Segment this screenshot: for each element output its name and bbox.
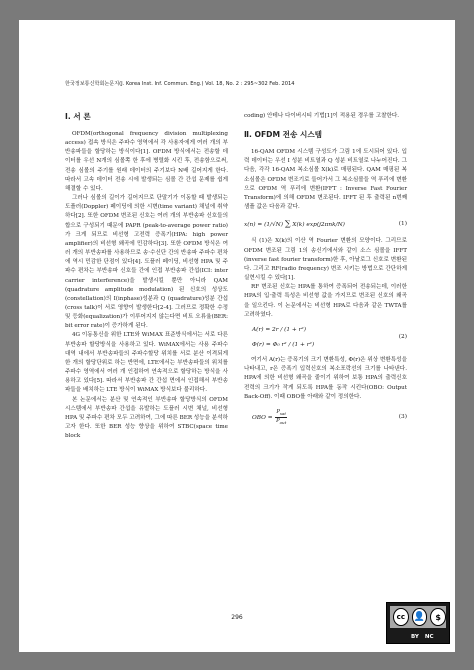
sum-symbol: ∑ — [284, 219, 291, 229]
section-title-ofdm: Ⅱ. OFDM 전송 시스템 — [244, 130, 322, 140]
equation-number: (1) — [398, 221, 407, 228]
cc-icon: cc — [393, 608, 409, 626]
equation-1-rhs: X(k) exp(j2πnk/N) — [292, 222, 345, 229]
section-title-introduction: Ⅰ. 서 론 — [65, 112, 91, 121]
paragraph: 본 논문에서는 분산 및 연속적인 부반송파 할당방식의 OFDM 시스템에서 부반송파 간섭을 유발하는 도플러 시변 채널, 비선형 HPA 및 주파수 편차 모두 고려하여, 그에 따른 BER 성능을 분석하고자 한다. 또한 BER 성능 향상을 위하여 STBC(space time block — [65, 396, 229, 440]
paragraph: 그러나 심볼의 길이가 길어지므로 단말기가 이동할 때 발생되는 도플러(Doppler) 페이딩에 의한 시변(time variant) 채널에 취약하다[2]. 또한 OFDM 변조된 신호는 여러 개의 부반송파 신호들의 합으로 구성되기 때문에 PAPR (peak-to-average power ratio)가 크게 되므로 비선형 고전력 증폭기(HPA: high power amplifier)의 비선형 왜곡에 민감하다[3]. 또한 OFDM 방식은 여러 개의 부반송파를 사용하므로 송·수신단 간의 반송파 주파수 편차에 역시 민감한 단점이 있다[4]. 도플러 페이딩, 비선형 HPA 및 주파수 편차는 부반송파 신호들 간에 인접 부반송파 간섭(ICI: inter carrier interference)을 발생시킬 뿐만 아니라 QAM (quadrature amplitude modulation) 된 신호의 성상도(constellation)의 I(inphase)성분과 Q (quadrature)성분 간섭(cross talk)이 서로 영향이 발생한다[2-4]. 그러므로 정확한 수정 및 등화(equalization)가 이루어지지 않는다면 비트 오류율(BER: bit error rate)이 증가하게 된다. — [65, 195, 228, 330]
paragraph: 4G 이동통신을 위한 LTE와 WiMAX 표준방식에서는 서로 다른 부반송파 할당방식을 사용하고 있다. WiMAX에서는 사용 주파수 대역 내에서 부반송파들의 주파수할당 위치를 서로 분산 이격되게 한 개의 할당단위로 하는 반면에, LTE에서는 부반송파들의 위치를 주파수 영역에서 여러 개 인접하여 연속적으로 할당하는 방식을 사용하고 있다[5]. 따라서 부반송파 간 간섭 면에서 인접해서 부반송파들을 배치하는 LTE 방식이 WiMAX 방식보다 불리하다. — [65, 332, 228, 394]
equation-2a: A(r) = 2r / (1 + r²) — [252, 326, 306, 333]
cc-license-badge — [386, 602, 450, 644]
paragraph: OFDM(orthogonal frequency division multiplexing access) 접속 방식은 주파수 영역에서 각 사용자에게 여러 개의 부반송파들을 할당하는 방식이다[1]. OFDM 방식에서는 전송할 데이터를 우선 N개의 심볼쪽 한 후에 병렬화 시킨 후, 전송함으로써, 전송 심볼의 주기를 원래 데이터의 주기보다 N배 길어지게 한다. 따라서 고속 데이터 전송 시에 발생되는 심볼 간 간섭 문제를 쉽게 해결할 수 있다. — [65, 131, 228, 192]
nc-label: NC — [424, 634, 434, 640]
by-label: BY — [411, 634, 419, 640]
page-number: 296 — [231, 614, 243, 621]
left-column — [65, 112, 228, 441]
paragraph: 여기서 A(r)는 증폭기의 크기 변환특성, Φ(r)은 위상 변환특성을 나타내고, r은 증폭기 입력신호의 복소포락선의 크기를 나타낸다. HPA에 의한 비선형 왜곡을 줄이기 위하여 보통 HPA의 출력신호 전력의 크기가 작게 되도록 HPA를 동작 시킨다(OBO: Output Back-Off). 이때 OBO를 아래와 같이 정의한다. — [244, 357, 407, 400]
equation-2 — [244, 326, 407, 350]
paragraph: RF 변조된 신호는 HPA를 통하여 증폭되어 전송되는데, 이러한 HPA의 입·출력 특성은 비선형 값을 가지므로 변조된 신호의 왜곡을 일으킨다. 이 논문에서는 비선형 HPA로 다음과 같은 TWTA를 고려하였다. — [244, 284, 407, 318]
equation-2b: Φ(r) = Φ₀ r² / (1 + r²) — [252, 341, 315, 348]
paragraph: coding) 안테나 다이버시티 기법[1]이 적용된 경우를 고찰한다. — [244, 113, 400, 119]
journal-page — [19, 20, 455, 652]
equation-number: (2) — [398, 334, 407, 341]
equation-3-lhs: OBO = — [252, 414, 273, 421]
equation-number: (3) — [398, 413, 407, 420]
person-icon: 👤 — [412, 608, 428, 626]
journal-header: 한국정보통신학회논문지(J. Korea Inst. Inf. Commun. Eng.) Vol. 18, No. 2 : 295~302 Feb. 2014 — [65, 81, 295, 87]
paragraph: 16-QAM OFDM 시스템 구성도가 그림 1에 도시되어 있다. 입력 데이터는 우선 I 성분 비트열과 Q 성분 비트열로 나누어진다. 그 다음, 각각 16-QAM 복소심볼 X(k)로 매핑된다. QAM 매핑된 복소심볼은 OFDM 변조기로 들어가서 그 복소심볼들 역 푸리에 변환으로 OFDM 역 푸리에 변환(IFFT : Inverse Fast Fourier Transform)에 의해 OFDM 변조된다. IFFT 된 후 출력된 n번째 샘플 값은 다음과 같다. — [244, 149, 407, 211]
no-dollar-icon: $ — [430, 608, 446, 626]
paragraph: 식 (1)은 X(k)의 이산 역 Fourier 변환의 모양이다. 그리므로 OFDM 변조된 그림 1의 송신기에서와 같이 소스 심볼을 IFFT (inverse fast fourier transform)한 후, 아날로그 신호로 변환된다. 그리고 RF(radio frequency) 변조 시키는 방법으로 간단하게 실현시킬 수 있다[1]. — [244, 238, 407, 282]
equation-1-lhs: x(n) = (1/√N) — [244, 222, 283, 229]
right-column — [244, 112, 407, 433]
cc-labels — [411, 634, 434, 640]
cc-license-icons — [390, 606, 446, 628]
power-ratio-fraction: $\frac{P_{sat}}{P_{out}}$ — [276, 408, 287, 425]
equation-3 — [244, 409, 407, 426]
equation-1 — [244, 219, 407, 230]
